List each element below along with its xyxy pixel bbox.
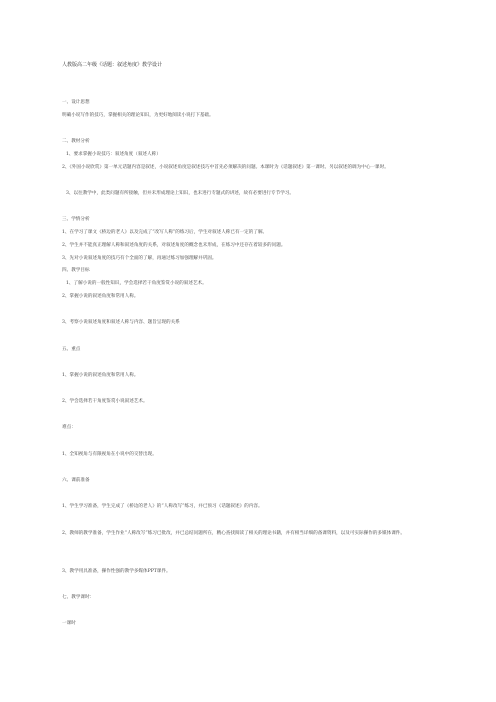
paragraph: 2、学会选择若干角度鉴赏小说叙述艺术。	[62, 399, 148, 404]
paragraph: 明确小说写作的技巧，掌握相关的理论知识，为更好地阅读小说打下基础。	[62, 113, 214, 118]
paragraph: 1、全知视角与有限视角在小说中的交替出现。	[62, 452, 157, 457]
section-heading: 一、设计思想	[62, 100, 90, 105]
paragraph: 1、学生学习准备，学生完成了《桥边的老人》的“人称改写”练习，并已预习《话题叙述》的内容。	[62, 504, 263, 509]
section-heading: 六、课前准备	[62, 478, 90, 483]
paragraph: 3、教学用具准备，操作性强的教学多媒体PPT课件。	[62, 569, 171, 574]
section-heading: 四、教学目标	[62, 268, 90, 273]
paragraph: 3、考察小说叙述角度和叙述人称与内容、题旨呈现的关系	[62, 320, 180, 325]
paragraph: 2、掌握小说的叙述角度和常用人称。	[62, 294, 139, 299]
document-title: 人教版高二年级《话题：叙述角度》教学设计	[62, 62, 163, 68]
paragraph: 1、掌握小说的叙述角度和常用人称。	[62, 373, 139, 378]
paragraph: 2、学生并不能真正理解人称和叙述角度的关系，对叙述角度的概念也未形成，在练习中还存在着较多的问题。	[62, 243, 286, 248]
paragraph: 一课时	[62, 621, 76, 626]
section-heading: 七、教学课时：	[62, 595, 95, 600]
section-heading: 难点：	[62, 425, 76, 430]
paragraph: 3、以往教学中，此类问题有所接触，但并未形成理论上知识，也未进行专题式的讲述，故有必要进行专节学习。	[66, 191, 295, 196]
section-heading: 二、教材分析	[62, 139, 90, 144]
paragraph: 3、先对小说叙述角度的技巧有个全面的了解，再通过练习加强理解并巩固。	[62, 256, 217, 261]
section-heading: 三、学情分析	[62, 217, 90, 222]
paragraph: 1、在学习了课文《桥边的老人》以及完成了“改写人称”的练习后，学生对叙述人称已有一定的了解。	[62, 230, 268, 235]
section-heading: 五、重点	[62, 347, 81, 352]
paragraph: 2、教师的教学准备，学生作业“人称改写”练习已批改，并已总结问题所在，精心查找阅读了相关的理论书籍，并有相当详细的备课资料，以及可实际操作的多媒体课件。	[62, 531, 405, 536]
paragraph: 1、要求掌握小说技巧：叙述角度（叙述人称）	[66, 152, 161, 157]
paragraph: 2、《外国小说欣赏》第一单元话题内容是叙述，小说叙述角度是叙述技巧中首先必须解决的问题。本课时为《话题叙述》第一课时。另以叙述的调为中心一课时。	[62, 165, 389, 170]
paragraph: 1、了解小说的一般性知识，学会选择若干角度鉴赏小说的叙述艺术。	[66, 281, 207, 286]
